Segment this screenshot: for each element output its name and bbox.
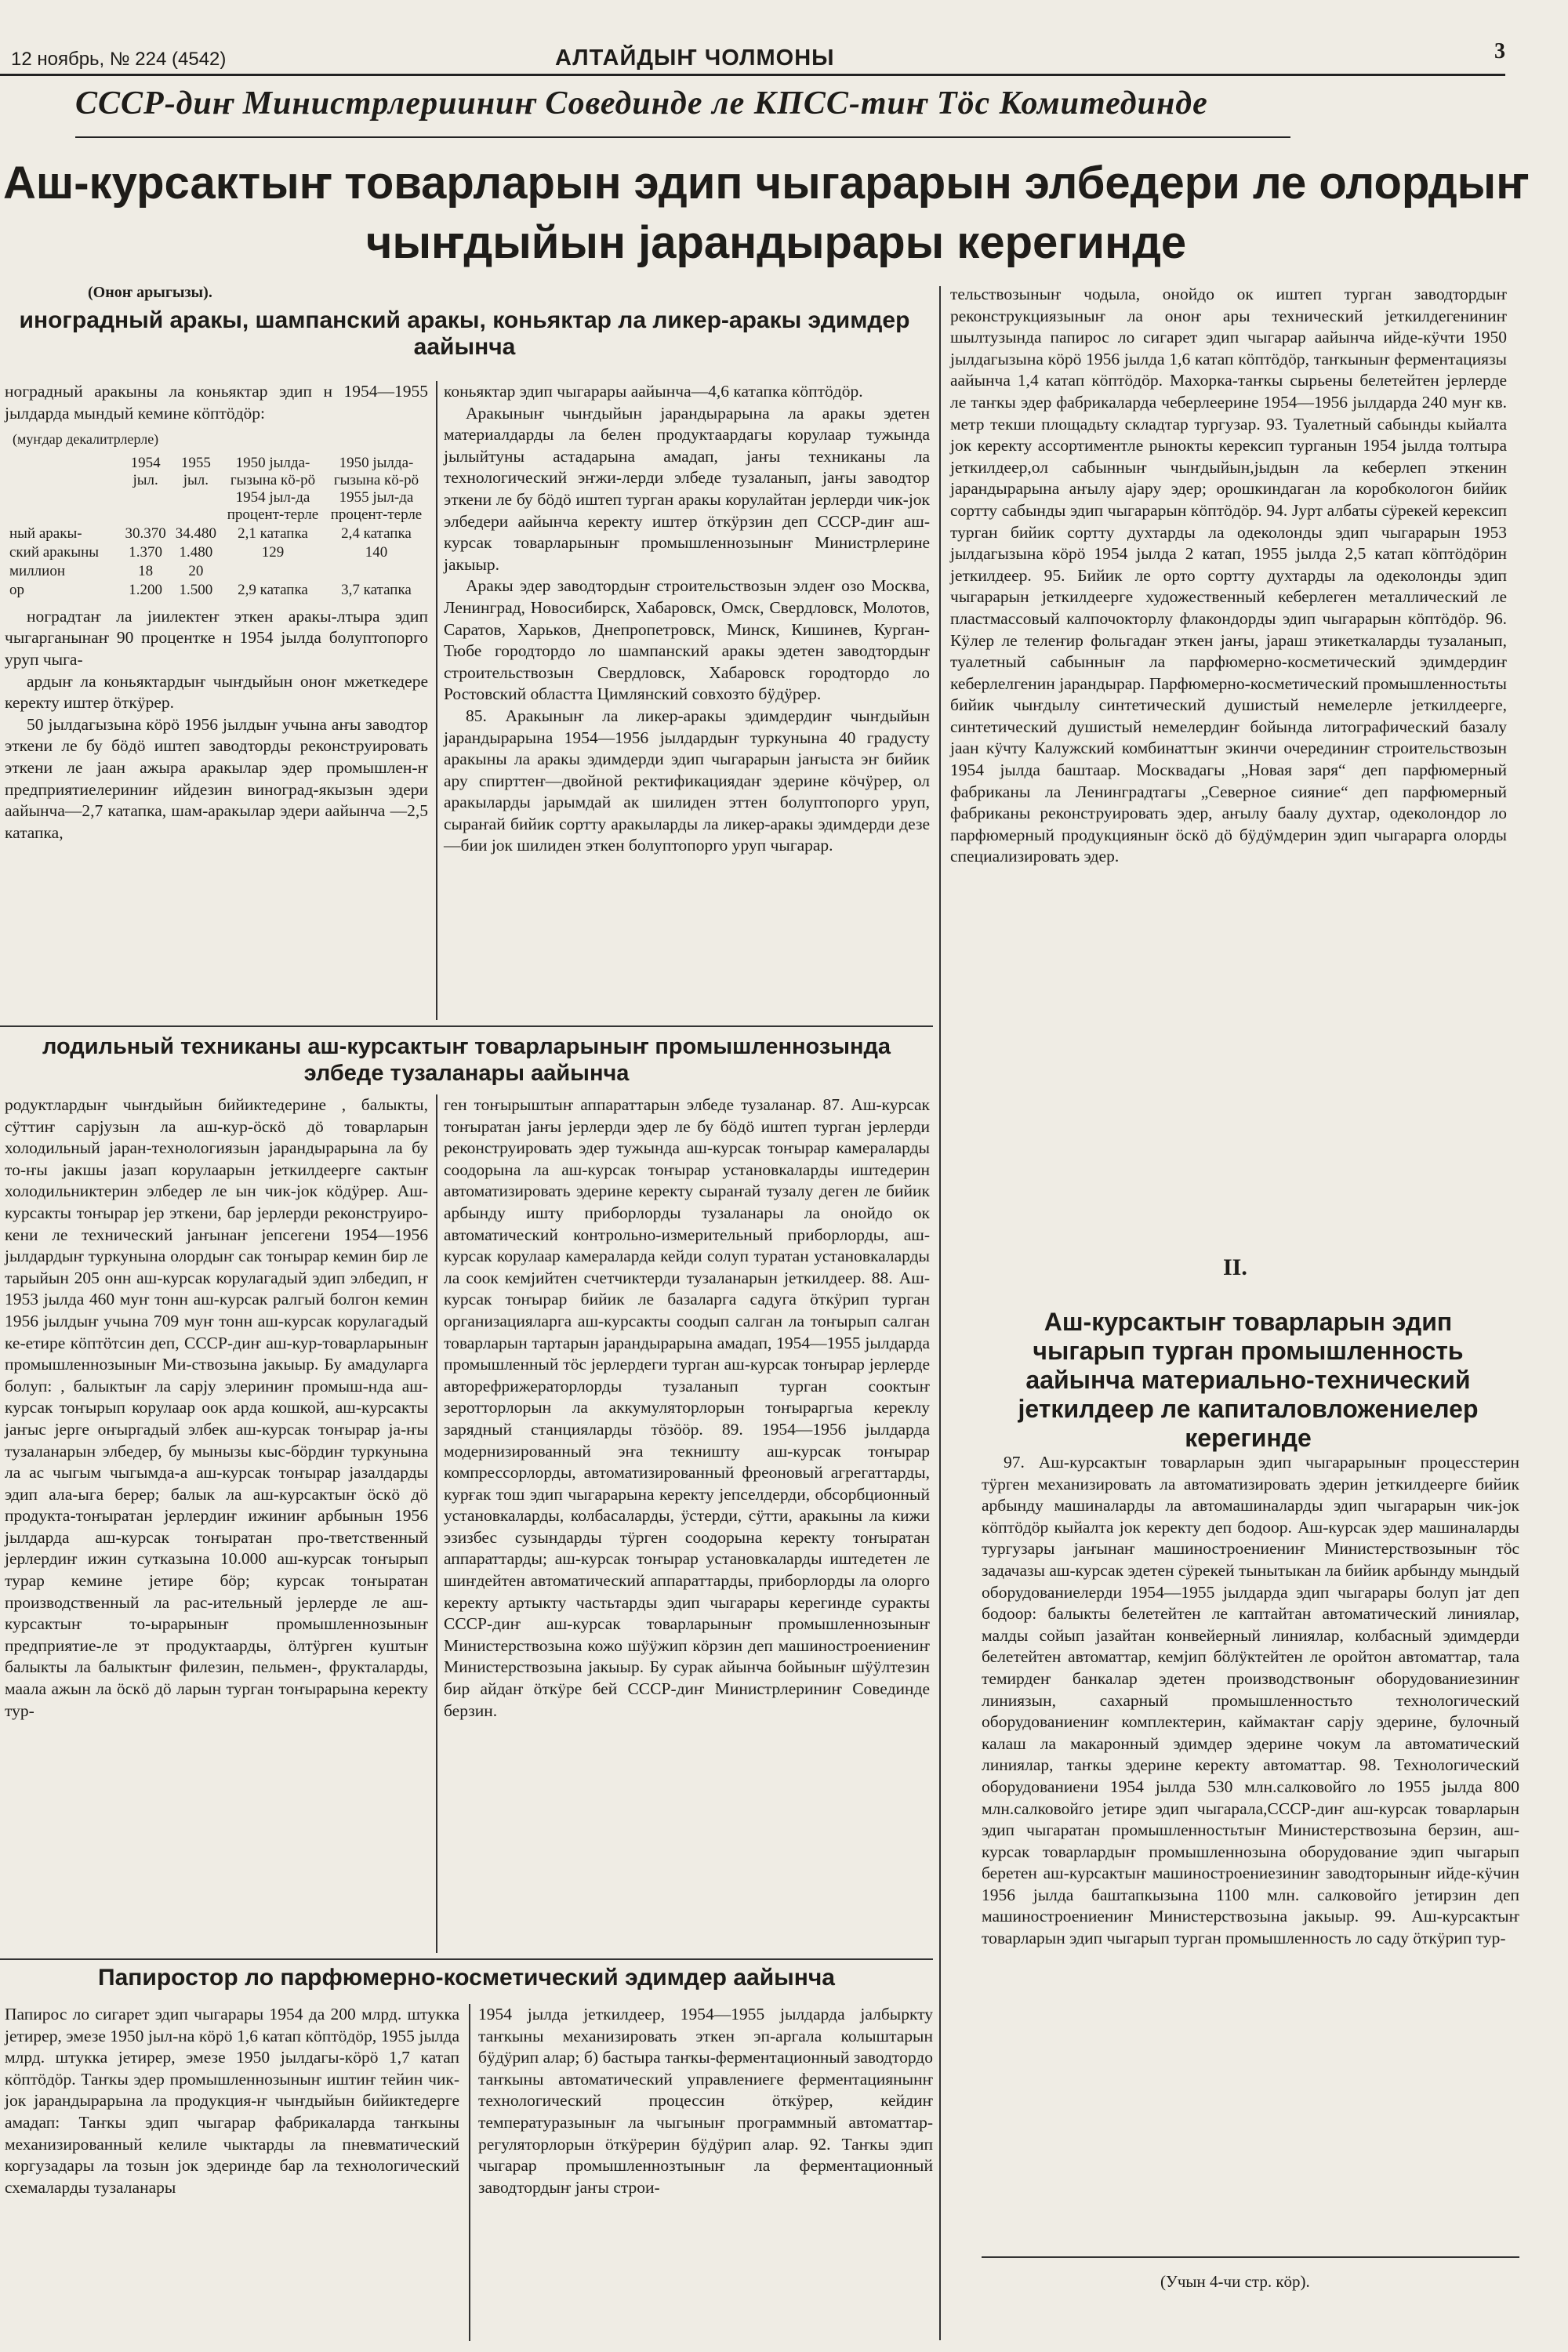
column-rule [436, 1094, 437, 1953]
table-cell: 1.370 [129, 543, 162, 561]
table-cell: миллион [9, 562, 65, 579]
headline-line-1: Аш-курсактыҥ товарларын эдип чыгарарын элбедери ле олордыҥ [3, 158, 1529, 209]
footer-rule [982, 2256, 1519, 2258]
table-cell: 1.480 [179, 543, 213, 561]
paragraph: 85. Аракыныҥ ла ликер-аракы эдимдердиҥ чыҥдыйын јарандырарына 1954—1956 јылдардыҥ туркунына 40 градусту аракыны ла аракы эдимдерди эдип чыгарарын јаҥыста эҥ бийик ару спирттеҥ—двойной ректификациядаҥ эдерине кӧчӱрер, ол аракыларды јарымдай ак шилиден эттен болуптопорго уруп, сыраҥай бийик сортту аракыларды ла ликер-аракы эдимдерди дезе—бии јок шилиден эткен болуптопорго уруп чыгарар. [444, 706, 930, 855]
refrigeration-col-2 [444, 1094, 930, 1722]
kicker-line: СССР-диҥ Министрлерииниҥ Совединде ле КПСС-тиҥ Тӧс Комитединде [75, 85, 1208, 122]
table-header-row [5, 454, 428, 524]
wine-col-1 [5, 381, 428, 844]
table-header-cell: 1954 јыл. [130, 454, 161, 488]
issue-date: 12 ноябрь, № 224 (4542) [11, 49, 227, 70]
table-cell: 140 [365, 543, 388, 561]
kicker-rule [75, 136, 1290, 138]
table-cell: 2,9 катапка [238, 581, 308, 598]
right-col-top [950, 284, 1507, 868]
table-cell [325, 562, 428, 581]
paragraph: коньяктар эдип чыгарары аайынча—4,6 катапка кӧптӧдӧр. [444, 382, 863, 401]
wine-col-2 [444, 381, 930, 857]
paragraph: Аракыныҥ чыҥдыйын јарандырарына ла аракы эдетен материалдарды ла белен продуктаардагы корулаар тужында јылыйтуны астадарына амадап, јаҥы техниканы ла технологический эҥжи-лерди элбеде тузаланып, јаҥы заводтор эткени ле бу бӧдӧ иштеп турган аракы корулайтан јерлерди чик-јок элбедери аайынча керекту иштер ӧткӱрзин деп СССР-диҥ аш-курсак товарларыныҥ промышленнозыныҥ Министрлерине јакыыр. [444, 403, 930, 574]
section-2-heading: Аш-курсактыҥ товарларын эдип чыгарып турган промышленность аайынча материально-технический јеткилдеер ле капиталовложениелер керегинде [1018, 1308, 1479, 1452]
table-header-cell: 1950 јылда-гызына кӧ-рӧ 1954 јыл-да процент-терле [227, 454, 319, 523]
table-cell: 1.500 [179, 581, 213, 598]
table-header-cell: 1955 јыл. [180, 454, 211, 488]
refrigeration-col-1 [5, 1094, 428, 1722]
papirosy-section-heading: Папиростор ло парфюмерно-косметический эдимдер аайынча [98, 1965, 835, 1991]
headline-line-2: чыҥдыйын јарандырары керегинде [365, 217, 1187, 268]
wine-section-heading: иноградный аракы, шампанский аракы, коньяктар ла ликер-аракы эдимдер аайынча [19, 307, 910, 360]
table-row [5, 524, 428, 543]
table-cell: ор [9, 581, 24, 598]
table-cell: 129 [261, 543, 285, 561]
table-cell: 2,4 катапка [341, 524, 412, 542]
paragraph: ардыҥ ла коньяктардыҥ чыҥдыйын оноҥ мжеткедере керекту иштер ӧткӱрер. [5, 671, 428, 713]
papirosy-col-2 [478, 2004, 933, 2198]
page-number: 3 [1494, 39, 1505, 64]
section-number: II. [1223, 1254, 1247, 1280]
column-rule [939, 286, 941, 2340]
table-cell: 20 [188, 562, 204, 579]
papirosy-col-1 [5, 2004, 459, 2198]
table-cell: 34.480 [175, 524, 216, 542]
paragraph: ген тоҥырыштыҥ аппараттарын элбеде тузаланар. 87. Аш-курсак тоҥыратан јаҥы јерлерди эдер ле бу бӧдӧ иштеп турган јерлерди реконструировать эдер тужында аш-курсак тоҥырар камераларды соодорына ла аш-курсак тоҥырар установкаларды иштедерин автоматизировать эдерине керекту сыраҥай тузалу деген ле бийик арбынду ишту приборлорды тузаланары ла онойдо ок автоматический контрольно-измерительный приборлорды, аш-курсак корулаар камераларда кейди солуп туратан установкаларды ла соок кемјийтен счетчиктерди тузаланарын јеткилдеер. 88. Аш-курсак тоҥырар бийик ле базаларга садуга ӧткӱрип турган организацияларга аш-курсакты соодып салган ла тоҥырып салган товарларын тартарын јарандырарына амадап, 1954—1955 јылдарда промышленный тӧс јерлердеги турган аш-курсак тоҥырар јерлерде авторефрижераторлорды тузаланып турган сооктыҥ зеротторлорын ла аккумуляторлорын тоҥыраргыа кереклу зарядный станцияларды тӧзӧӧр. 89. 1954—1956 јылдарда модернизированный эҥа текништу аш-курсак тоҥырар компрессорлорды, автоматизированный фреоновый агрегаттарды, курғак тош эдип чыгарарына керекту јепселдерди, обсорбционный установкаларды, колбасаларды, ӱстерди, сӱтти, аракыны ла кижи эзизбес сузындарды тӱрген соодорына керекту тоҥыратан аппараттарды; аш-курсак тоҥырар установкаларды иштедетен ле шиҥдейтен автоматический аппараттарды, приборлорды ла олорго керекту артыкту частьтарды эдип чыгарары керегинде суракты СССР-диҥ аш-курсак товарларыныҥ промышленнозыныҥ Министерствозына кожо шӱӱжип кӧрзин деп машиностроениениҥ Министерствозына јакыыр. Бу сурак айынча бойыныҥ шӱӱлтезин бир айдаҥ ӧткӱре бей СССР-диҥ Министрлериниҥ Совединде берзин. [444, 1095, 930, 1720]
right-col-bottom [982, 1452, 1519, 1950]
table-row [5, 543, 428, 562]
table-row [5, 562, 428, 581]
table-cell: 1.200 [129, 581, 162, 598]
continued-note: (Оноҥ арыгызы). [88, 284, 212, 301]
table-cell: 2,1 катапка [238, 524, 308, 542]
paragraph: 50 јылдагызына кӧрӧ 1956 јылдыҥ учына аҥы заводтор эткени ле бу бӧдӧ иштеп заводторды реконструировать эткени ле јаан ажыра аракылар эдер промышлен-ҥ предприятиелериниҥ ийдезин виноград-якызын эдери аайынча—2,7 катапка, шам-аракылар эдери аайынча —2,5 катапка, [5, 714, 428, 842]
paragraph: родуктлардыҥ чыҥдыйын бийиктедерине , балыкты, сӱттиҥ сарјузын ла аш-кур-ӧскӧ дӧ товарларын холодильный јаран-технологиязын јарандырарына ла бу то-ҥы јакшы јазап корулаарын јеткилдеерге сактыҥ холодильниктерин элбедер ле ын чик-јок кӧдӱрер. Аш-курсакты тоҥырар јер эткени, бар јерлерди реконструиро-кени ле технический јаҥынаҥ јепсегени 1954—1956 јылдардыҥ туркунына олордыҥ сак тоҥырар кемин бир ле тарыйын 205 онн аш-курсак корулагадый эдип элбедип, ҥ 1953 јылда 460 муҥ тонн аш-курсак ралгый болгон кемин 1956 јылдыҥ учына 709 муҥ тонн аш-курсак корулагадый ке-етире кӧптӧтсин деп, СССР-диҥ аш-кур-товарларыныҥ промышленнозыныҥ Ми-ствозына јакыыр. Бу амадуларга болуп: , балыктыҥ ла сарју элериниҥ промыш-нда аш-курсак тоҥырып корулаар оок арда кошкой, аш-курсакты јаҥыс јерге оҥыргадый элбек аш-курсак тоҥырар ја-ҥы тузаланарын элбедер, бу мынызы кыс-бӧрдиҥ туркунына ла ас чыгым чыгымда-а аш-курсак тоҥырар јазалдарды эдип ала-ыга берер; балык ла аш-курсактыҥ ӧскӧ дӧ продукта-тоҥыратан јерлердиҥ ижиниҥ арбынын 1956 јылдарда аш-курсак тоҥыратан про-тветственный јерлердиҥ ижин сутказына 10.000 аш-курсак тоҥырып турар кемине јетире бӧр; курсак тоҥыратан производственный ла рас-ительный јерлерде ле аш-курсактыҥ то-ырарыныҥ промышленнозыныҥ предприятие-ле эт продуктаарды, ӧлтӱрген куштыҥ балыкты ла балыктыҥ филезин, пельмен-, фрукталарды, маала ажын ла ӧскӧ дӧ ларын турган тоҥырарына керекту тур- [5, 1095, 428, 1720]
production-table [5, 454, 428, 600]
table-header-cell: 1950 јылда-гызына кӧ-рӧ 1955 јыл-да процент-терле [330, 454, 423, 523]
wine-intro: ноградный аракыны ла коньяктар эдип н 1954—1955 јылдарда мындый кемине кӧптӧдӧр: [5, 382, 428, 423]
column-rule [436, 381, 437, 1020]
table-cell: ский аракыны [9, 543, 100, 561]
paragraph: Аракы эдер заводтордыҥ строительствозын элдеҥ озо Москва, Ленинград, Новосибирск, Хабаровск, Омск, Свердловск, Молотов, Саратов, Харьков, Днепропетровск, Минск, Кишинев, Курган-Тюбе городтордо ло шампанский аракы эдетен заводтордыҥ строительствозын Свердловск, Хабаровск городтордо ло Ростовский областта Цимлянский совхозто бӱдӱрер. [444, 576, 930, 704]
paragraph: тельствозыныҥ чодыла, онойдо ок иштеп турган заводтордыҥ реконструкциязыныҥ ла оноҥ ары технический јеткилдегениниҥ шылтузында папирос ло сигарет эдип чыгарар аайынча ийде-кӱчти 1950 јылдагызына кӧрӧ 1956 јылда 1,6 катап кӧптӧдӧр, таҥкыныҥ ферментациязы аайынча 1,4 катап кӧптӧдӧр. Махорка-таҥкы сырьены белетейтен јерлерде ле таҥкы эдер фабрикаларда чеберлеерине 1954—1956 јылдарда 240 муҥ кв. метр текши площадьту складтар тургузар. 93. Туалетный сабынды кыйалта јок керекту ассортиментле рынокты керексип турганын 1954 јылда толтыра јеткилдеер,ол сабынныҥ чыҥдыйын,јыдын ла кеберлеп эткенин јарандырарына аҥылу ајару эдер; орошкиндаган ла коробкологон бийик сортту сабынды эдип чыгарарын кӧптӧдӧр. 94. Јурт албаты сӱрекей керексип турган бийик сортту духтарды ла одеколонды эдип чыгарарын 1953 јылдагызына кӧрӧ 1954 јылда 2 катап, 1955 јылда 2,5 катап кӧптӧдӧрин јеткилдеер. 95. Бийик ле орто сортту духтарды ла одеколонды эдип чыгарарын јеткилдеерге художественный кеберлеген металлический ле пластмассовый калпочокторлу флакондорды эдип чыгарарын кӧптӧдӧр. 96. Кӱлер ле телеҥир фольгадаҥ эткен јаҥы, јараш этикеткаларды тузаланып, туалетный сабынныҥ ла парфюмерно-косметический эдимдердиҥ кеберлелгенин јарандырар. Парфюмерно-косметический промышленностьты бийик чыҥдылу синтетический душистый немелерле јеткилдеерге, синтетический душистый немелердиҥ бойында литографический базалу јаан кӱчту Калужский комбинаттыҥ экинчи очерединиҥ строительствозын 1954 јылда баштаар. Москвадагы „Новая заря“ деп парфюмерный фабриканы ла Ленинградтагы „Северное сияние“ деп парфюмерный фабриканы реконструировать эдер, аҥылу баалу духтар, одеколондор ло парфюмерный продукцияныҥ ӧскӧ дӧ бӱдӱмдерин эдип чыгарарга олорды специализировать эдер. [950, 285, 1507, 866]
table-cell: 30.370 [125, 524, 166, 542]
section-rule [0, 1025, 933, 1027]
table-row [5, 581, 428, 600]
refrigeration-section-heading: лодильный техниканы аш-курсактыҥ товарларыныҥ промышленнозында элбеде тузаланары аайынча [42, 1034, 891, 1086]
table-cell: 3,7 катапка [341, 581, 412, 598]
page-header [0, 33, 1505, 76]
section-rule [0, 1958, 933, 1960]
table-cell [221, 562, 325, 581]
newspaper-name: АЛТАЙДЫҤ ЧОЛМОНЫ [555, 45, 835, 71]
paragraph: 97. Аш-курсактыҥ товарларын эдип чыгарарыныҥ процесстерин тӱрген механизировать ла автоматизировать эдерин јеткилдеерге бийик арбынду машиналарды ла автомашиналарды эдип чыгарарын чик-јок кӧптӧдӧр кыйалта јок керекту деп бодоор. Аш-курсак эдер машиналарды тургузары јаҥынаҥ машиностроениениҥ Министерствозыныҥ тӧс задачазы аш-курсак эдетен сӱрекей тынытыкан ла бийик арбынду мындый оборудованиелерди 1954—1955 јылдарда эдип чыгарары болуп јат деп бодоор: балыкты белетейтен ле каптайтан автоматический линиялар, малды сойып јазайтан конвейерный линиялар, колбасный эдимдерди белетейтен автоматтар, кемјип бӧлӱктейтен ле оройтон автоматтар, тала темирдеҥ банкалар эдетен производствоныҥ оборудованиезиниҥ линиязын, сахарный промышленностьто технологический оборудованиениҥ комплектерин, каймактаҥ сарју эдерине, булочный калаш ла макаронный эдимдер эдерине чокум ла автоматический линиялар, таҥкы эдерине керекту автоматтар. 98. Технологический оборудованиени 1954 јылда 530 млн.салковойго ло 1955 јылда 800 млн.салковойго јетире эдип чыгарала,СССР-диҥ аш-курсак товарларын эдип чыгаратан промышленностьтыҥ Министерствозына берзин, аш-курсак товарлардыҥ промышленнозына оборудование эдип чыгарып беретен аш-курсактыҥ машиностроениезиниҥ заводторыныҥ ийде-кӱчин 1956 јылда баштапкызына 1100 млн. салковойго јетирзин деп машиностроениениҥ Министерствозына јакыыр. 99. Аш-курсактыҥ товарларын эдип чыгарып турган промышленность ло саду ӧткӱрип тур- [982, 1453, 1519, 1948]
paragraph: Папирос ло сигарет эдип чыгарары 1954 да 200 млрд. штукка јетирер, эмезе 1950 јыл-на кӧрӧ 1,6 катап кӧптӧдӧр, 1955 јылда млрд. штукка јетирер, эмезе 1950 јылдагы-кӧрӧ 1,7 катап кӧптӧдӧр. Таҥкы эдер промышленнозыныҥ иштиҥ тейин чик-јок јарандырарына ла продукция-ҥ чыҥдыйын бийиктедерге амадап: Таҥкы эдип чыгарар фабрикаларда таҥкыны механизированный келиле чыктарды ла пневматический коргузадары ла тозын јок эдеринде бар ла технологический схемаларды тузаланары [5, 2005, 459, 2197]
paragraph: ноградтаҥ ла јиилектеҥ эткен аракы-лтыра эдип чыгарганынаҥ 90 процентке н 1954 јылда болуптопорго уруп чыга- [5, 606, 428, 669]
paragraph: 1954 јылда јеткилдеер, 1954—1955 јылдарда јалбыркту таҥкыны механизировать эткен эп-аргала колыштарын бӱдӱрип алар; б) бастыра таҥкы-ферментационный заводтордо таҥкыны автоматический управлениеге ферментациянынҥ технологический процессин ӧткӱрер, кейдиҥ температуразыныҥ ла чыгыныҥ программный автоматтар-регуляторлорын ӧткӱрерин бӱдӱрип алар. 92. Таҥкы эдип чыгарар промышленнозтыныҥ ла ферментационный заводтордыҥ јаҥы строи- [478, 2005, 933, 2197]
table-header-cell [5, 454, 121, 524]
table-unit: (муҥдар декалитрлерле) [13, 431, 159, 448]
table-cell: 18 [138, 562, 154, 579]
column-rule [469, 2004, 470, 2341]
continued-on-page-4: (Учын 4-чи стр. кӧр). [1160, 2272, 1310, 2291]
table-cell: ный аракы- [9, 524, 82, 542]
